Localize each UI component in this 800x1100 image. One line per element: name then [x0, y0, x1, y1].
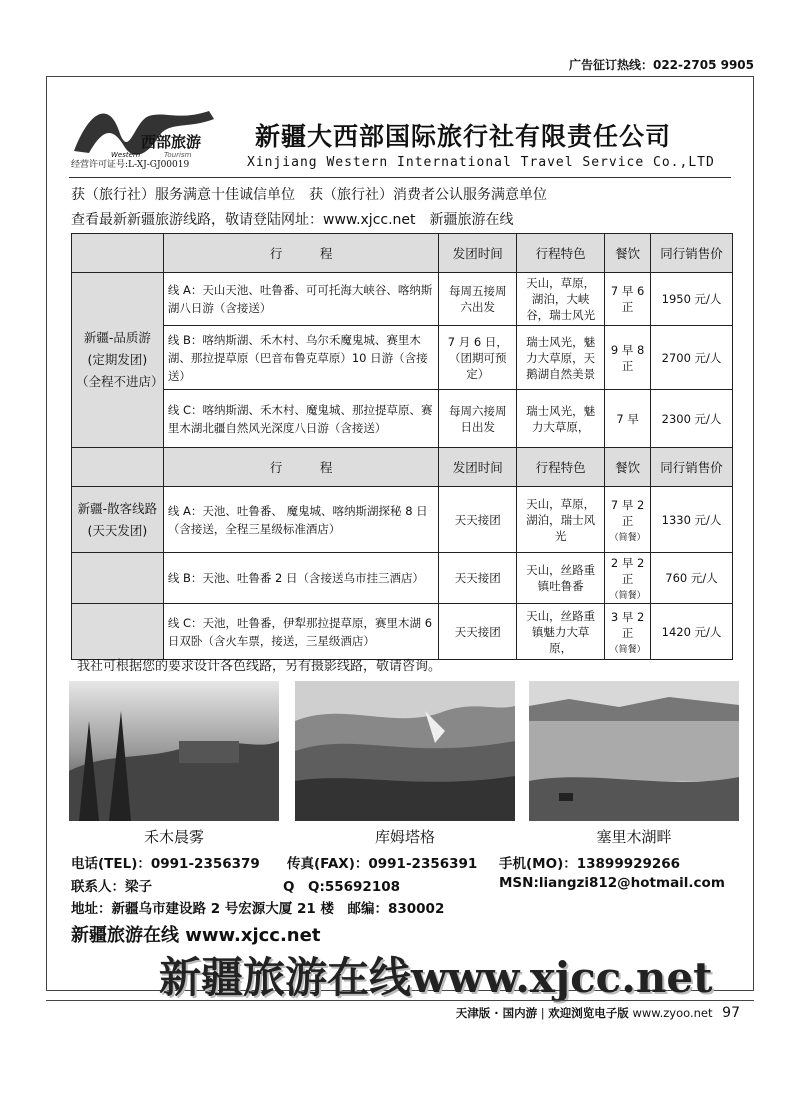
header-itinerary: 行 程	[163, 448, 439, 487]
category-blank	[72, 553, 164, 604]
logo-text-en-1: Western	[111, 151, 141, 159]
table-row	[72, 390, 733, 448]
company-name-cn: 新疆大西部国际旅行社有限责任公司	[255, 122, 672, 151]
price-cell: 760 元/人	[651, 553, 733, 604]
route-cell: 线 B：天池、吐鲁番 2 日（含接送乌市挂三酒店）	[163, 553, 439, 604]
footer-edition: 天津版 · 国内游	[455, 1006, 538, 1020]
license-number: 经营许可证号:L-XJ-GJ00019	[71, 160, 190, 170]
route-cell: 线 C：喀纳斯湖、禾木村、魔鬼城、那拉提草原、赛里木湖北疆自然风光深度八日游（含接送）	[163, 390, 439, 448]
price-cell: 2700 元/人	[651, 326, 733, 390]
meals-cell: 7 早	[605, 390, 651, 448]
header-itinerary: 行 程	[163, 234, 439, 273]
features-cell: 天山，丝路重镇魅力大草原，	[517, 604, 605, 660]
departure-cell: 天天接团	[439, 487, 517, 553]
features-cell: 天山，草原，湖泊，大峡谷，瑞士风光	[517, 273, 605, 326]
departure-cell: 7 月 6 日，（团期可预定）	[439, 326, 517, 390]
departure-cell: 天天接团	[439, 604, 517, 660]
footer-site: www.zyoo.net	[632, 1006, 713, 1020]
header-blank	[72, 234, 164, 273]
honors-line: 获（旅行社）服务满意十佳诚信单位 获（旅行社）消费者公认服务满意单位	[71, 187, 547, 203]
category-premium: 新疆-品质游(定期发团)（全程不进店）	[72, 273, 164, 448]
photo-kumtag	[295, 681, 515, 821]
company-name-en: Xinjiang Western International Travel Service Co.,LTD	[247, 155, 715, 170]
price-cell: 2300 元/人	[651, 390, 733, 448]
page-footer	[456, 1005, 740, 1021]
route-cell: 线 C：天池，吐鲁番，伊犁那拉提草原，赛里木湖 6 日双卧（含火车票，接送，三星级酒店）	[163, 604, 439, 660]
route-cell: 线 A：天池、吐鲁番、 魔鬼城、喀纳斯湖探秘 8 日（含接送，全程三星级标准酒店）	[163, 487, 439, 553]
meal-note: （简餐）	[609, 591, 646, 601]
meal-note: （简餐）	[609, 532, 646, 543]
meals-cell	[605, 553, 651, 604]
departure-cell: 天天接团	[439, 553, 517, 604]
header-features: 行程特色	[517, 448, 605, 487]
big-slogan: 新疆旅游在线www.xjcc.net	[159, 953, 713, 1002]
header-divider	[69, 177, 731, 178]
departure-cell: 每周五接周六出发	[439, 273, 517, 326]
header-departure: 发团时间	[439, 234, 517, 273]
caption-kumtag: 库姆塔格	[374, 828, 435, 846]
table-row	[72, 604, 733, 660]
tour-table	[71, 233, 733, 660]
contact-qq: Q Q:55692108	[283, 879, 400, 895]
header-price: 同行销售价	[651, 234, 733, 273]
logo-text-cn: 西部旅游	[141, 133, 202, 151]
slogan: 新疆旅游在线 www.xjcc.net	[71, 925, 321, 946]
footer-separator-icon: |	[540, 1006, 549, 1020]
contact-person: 联系人：梁子	[71, 879, 152, 895]
contact-address: 地址：新疆乌市建设路 2 号宏源大厦 21 楼 邮编：830002	[71, 901, 445, 917]
ad-frame	[46, 76, 754, 1002]
meals-cell: 9 早 8 正	[605, 326, 651, 390]
table-header-row	[72, 234, 733, 273]
ad-hotline: 广告征订热线：022-2705 9905	[568, 58, 754, 72]
route-cell: 线 B：喀纳斯湖、禾木村、乌尔禾魔鬼城、赛里木湖、那拉提草原（巴音布鲁克草原）10 日游（含接送）	[163, 326, 439, 390]
price-cell: 1420 元/人	[651, 604, 733, 660]
table-row	[72, 487, 733, 553]
logo-text-en-2: Tourism	[164, 151, 192, 159]
header-departure: 发团时间	[439, 448, 517, 487]
footer-divider	[46, 1000, 754, 1001]
page-number: 97	[722, 1005, 740, 1021]
contact-msn: MSN:liangzi812@hotmail.com	[499, 875, 725, 891]
meals-cell: 7 早 6 正	[605, 273, 651, 326]
photo-hemu-fog	[69, 681, 279, 821]
route-cell: 线 A：天山天池、吐鲁番、可可托海大峡谷、喀纳斯湖八日游（含接送）	[163, 273, 439, 326]
table-row	[72, 326, 733, 390]
website-line: 查看最新新疆旅游线路，敬请登陆网址：www.xjcc.net 新疆旅游在线	[71, 212, 514, 228]
contact-tel: 电话(TEL)：0991-2356379	[71, 856, 260, 872]
table-header-row	[72, 448, 733, 487]
header-blank	[72, 448, 164, 487]
contact-fax: 传真(FAX)：0991-2356391	[287, 856, 478, 872]
meals-cell	[605, 604, 651, 660]
price-cell: 1950 元/人	[651, 273, 733, 326]
meals-text: 3 早 2 正	[610, 609, 645, 640]
header-meals: 餐饮	[605, 448, 651, 487]
photo-sayram-lake	[529, 681, 739, 821]
features-cell: 天山，草原，湖泊，瑞士风光	[517, 487, 605, 553]
departure-cell: 每周六接周日出发	[439, 390, 517, 448]
meals-text: 2 早 2 正	[610, 556, 645, 586]
footer-welcome: 欢迎浏览电子版	[548, 1006, 629, 1020]
features-cell: 天山，丝路重镇吐鲁番	[517, 553, 605, 604]
category-blank	[72, 604, 164, 660]
header-meals: 餐饮	[605, 234, 651, 273]
features-cell: 瑞士风光，魅力大草原，	[517, 390, 605, 448]
table-row	[72, 273, 733, 326]
meals-cell	[605, 487, 651, 553]
caption-hemu: 禾木晨雾	[143, 828, 204, 846]
category-scattered: 新疆-散客线路(天天发团)	[72, 487, 164, 553]
meal-note: （简餐）	[609, 644, 646, 655]
features-cell: 瑞士风光，魅力大草原，天鹅湖自然美景	[517, 326, 605, 390]
caption-sayram: 塞里木湖畔	[596, 828, 672, 846]
price-cell: 1330 元/人	[651, 487, 733, 553]
custom-route-note: 我社可根据您的要求设计各色线路，另有摄影线路，敬请咨询。	[77, 659, 442, 674]
header-price: 同行销售价	[651, 448, 733, 487]
header-features: 行程特色	[517, 234, 605, 273]
meals-text: 7 早 2 正	[610, 497, 645, 528]
contact-mobile: 手机(MO)：13899929266	[499, 856, 681, 872]
table-row	[72, 553, 733, 604]
